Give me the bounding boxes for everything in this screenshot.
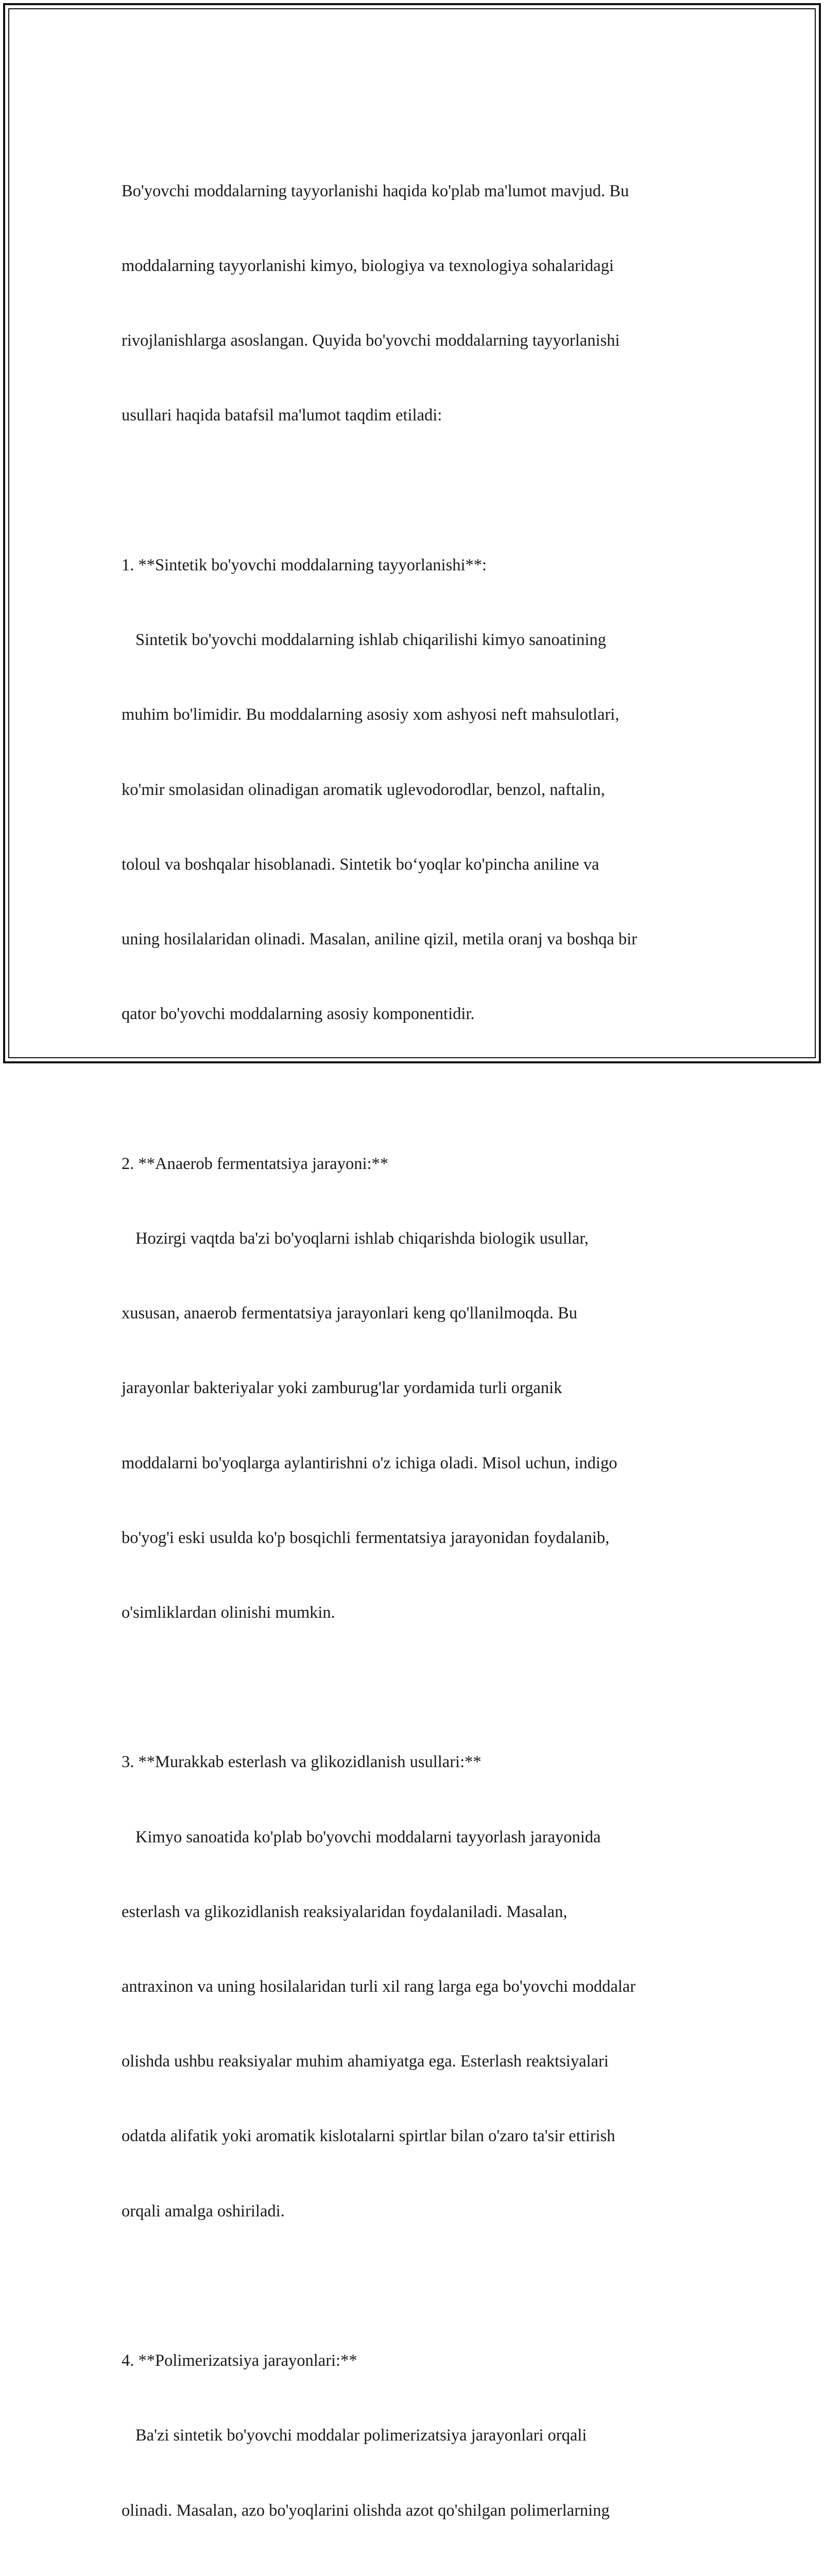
section-heading: 4. **Polimerizatsiya jarayonlari:** [122, 2351, 357, 2370]
paragraph-gap [122, 2274, 714, 2298]
section-line [122, 2573, 714, 2576]
section-line: esterlash va glikozidlanish reaksiyalaridan foydalaniladi. Masalan, [122, 1902, 568, 1921]
section-2 [122, 1101, 714, 1675]
intro-line: usullari haqida batafsil ma'lumot taqdim etiladi: [122, 406, 442, 425]
section-line: muhim bo'limidir. Bu moddalarning asosiy xom ashyosi neft mahsulotlari, [122, 705, 620, 724]
intro-line: moddalarning tayyorlanishi kimyo, biologiya va texnologiya sohalaridagi [122, 257, 614, 276]
section-line: moddalarni bo'yoqlarga aylantirishni o'z ichiga oladi. Misol uchun, indigo [122, 1453, 617, 1472]
section-line: xususan, anaerob fermentatsiya jarayonlari keng qo'llanilmoqda. Bu [122, 1304, 577, 1323]
section-line: Kimyo sanoatida ko'plab bo'yovchi moddalarni tayyorlash jarayonida [135, 1827, 601, 1846]
section-line: o'simliklardan olinishi mumkin. [122, 1603, 335, 1622]
section-line: odatda alifatik yoki aromatik kislotalarni spirtlar bilan o'zaro ta'sir ettirish [122, 2127, 615, 2146]
intro-paragraph [122, 129, 714, 478]
section-line: olishda ushbu reaksiyalar muhim ahamiyatga ega. Esterlash reaktsiyalari [122, 2052, 609, 2071]
section-line: olinadi. Masalan, azo bo'yoqlarini olishda azot qo'shilgan polimerlarning [122, 2501, 610, 2520]
section-line: jarayonlar bakteriyalar yoki zamburug'lar yordamida turli organik [122, 1379, 562, 1398]
section-line: uning hosilalaridan olinadi. Masalan, aniline qizil, metila oranj va boshqa bir [122, 929, 637, 948]
section-line: orqali amalga oshiriladi. [122, 2201, 285, 2221]
section-heading: 3. **Murakkab esterlash va glikozidlanish usullari:** [122, 1753, 482, 1772]
paragraph-gap [122, 1076, 714, 1101]
section-line: Hozirgi vaqtda ba'zi bo'yoqlarni ishlab chiqarishda biologik usullar, [135, 1229, 589, 1248]
section-3 [122, 1700, 714, 2274]
document-body [122, 129, 714, 2576]
section-line: Ba'zi sintetik bo'yovchi moddalar polimerizatsiya jarayonlari orqali [135, 2426, 587, 2445]
section-line: Sintetik bo'yovchi moddalarning ishlab chiqarilishi kimyo sanoatining [135, 631, 606, 650]
section-line: antraxinon va uning hosilalaridan turli xil rang larga ega bo'yovchi moddalar [122, 1977, 636, 1996]
section-heading: 2. **Anaerob fermentatsiya jarayoni:** [122, 1154, 389, 1173]
intro-line: Bo'yovchi moddalarning tayyorlanishi haqida ko'plab ma'lumot mavjud. Bu [122, 181, 629, 200]
paragraph-gap [122, 478, 714, 503]
section-line: qator bo'yovchi moddalarning asosiy komponentidir. [122, 1005, 475, 1024]
section-4 [122, 2298, 714, 2576]
section-1 [122, 503, 714, 1076]
section-line: bo'yog'i eski usulda ko'p bosqichli fermentatsiya jarayonidan foydalanib, [122, 1528, 610, 1547]
section-line: ko'mir smolasidan olinadigan aromatik uglevodorodlar, benzol, naftalin, [122, 780, 605, 799]
intro-line: rivojlanishlarga asoslangan. Quyida bo'yovchi moddalarning tayyorlanishi [122, 331, 620, 350]
section-line: toloul va boshqalar hisoblanadi. Sintetik bo‘yoqlar ko'pincha aniline va [122, 855, 599, 874]
section-heading: 1. **Sintetik bo'yovchi moddalarning tayyorlanishi**: [122, 555, 487, 574]
paragraph-gap [122, 1675, 714, 1700]
